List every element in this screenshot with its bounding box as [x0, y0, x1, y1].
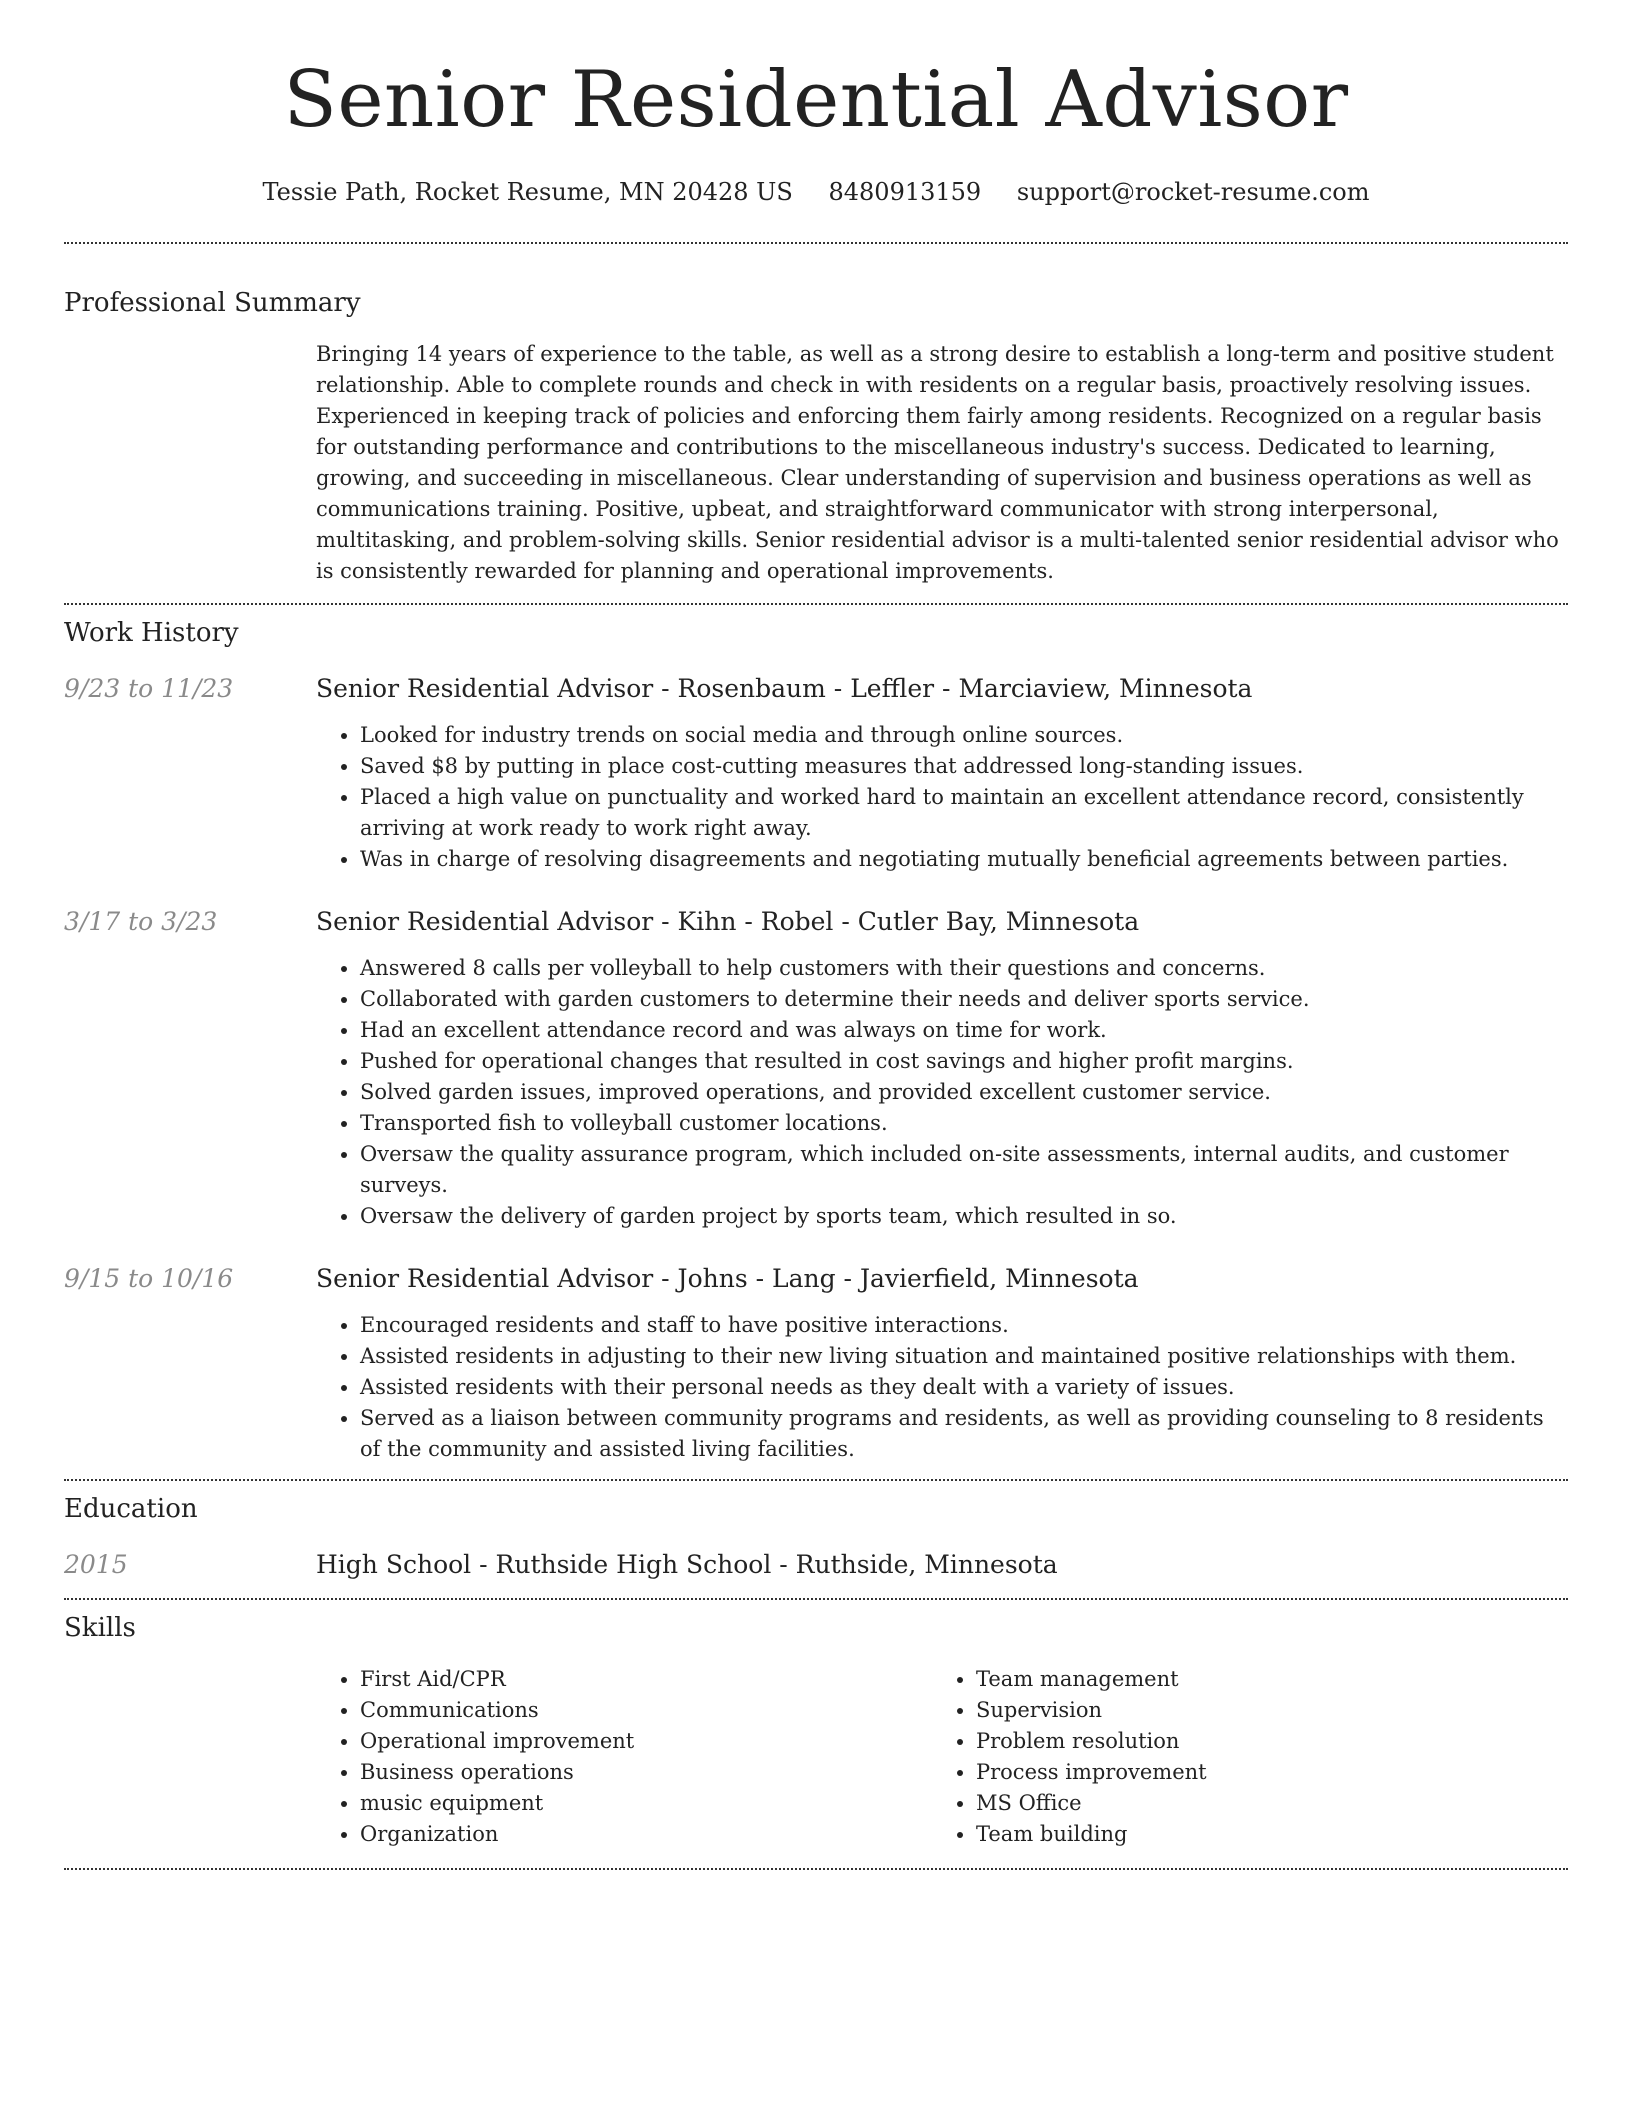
job-entry: [64, 1262, 1568, 1465]
job-date: 9/23 to 11/23: [64, 674, 234, 703]
skill-item: • Communications: [360, 1695, 932, 1726]
list-item: • Served as a liaison between community programs and residents, as well as providing counseling to 8 residents of the community and assisted living facilities.: [360, 1403, 1568, 1465]
job-entry: [64, 672, 1568, 875]
skill-item: • Business operations: [360, 1757, 932, 1788]
contact-email: support@rocket-resume.com: [1016, 178, 1370, 206]
job-heading: Senior Residential Advisor - Rosenbaum - Leffler - Marciaview, Minnesota: [316, 674, 1253, 703]
skill-item: • Supervision: [976, 1695, 1548, 1726]
summary-text: Bringing 14 years of experience to the table, as well as a strong desire to establish a long-term and positive student relationship. Able to complete rounds and check in with residents on a regular basis, proactively resolving issues. Experienced in keeping track of policies and enforcing them fairly among residents. Recognized on a regular basis for outstanding performance and contributions to the miscellaneous industry's success. Dedicated to learning, growing, and succeeding in miscellaneous. Clear understanding of supervision and business operations as well as communications training. Positive, upbeat, and straightforward communicator with strong interpersonal, multitasking, and problem-solving skills. Senior residential advisor is a multi-talented senior residential advisor who is consistently rewarded for planning and operational improvements.: [316, 342, 1559, 583]
divider: [64, 1598, 1568, 1600]
skills-column-left: [316, 1664, 932, 1850]
skills-column-right: [932, 1664, 1548, 1850]
resume-name: Senior Residential Advisor: [283, 55, 1349, 145]
list-item: • Looked for industry trends on social media and through online sources.: [360, 720, 1568, 751]
education-entry: [64, 1548, 1568, 1582]
list-item: • Assisted residents in adjusting to their new living situation and maintained positive relationships with them.: [360, 1341, 1568, 1372]
education-heading-line: High School - Ruthside High School - Ruthside, Minnesota: [316, 1550, 1058, 1579]
list-item: • Collaborated with garden customers to determine their needs and deliver sports service.: [360, 984, 1568, 1015]
list-item: • Placed a high value on punctuality and worked hard to maintain an excellent attendance record, consistently arriving at work ready to work right away.: [360, 782, 1568, 844]
skill-item: • First Aid/CPR: [360, 1664, 932, 1695]
job-heading: Senior Residential Advisor - Johns - Lang - Javierfield, Minnesota: [316, 1264, 1139, 1293]
job-date: 3/17 to 3/23: [64, 907, 218, 936]
divider: [64, 1868, 1568, 1870]
skill-item: • Team building: [976, 1819, 1548, 1850]
job-entry: [64, 905, 1568, 1232]
skill-item: • music equipment: [360, 1788, 932, 1819]
list-item: • Oversaw the quality assurance program, which included on-site assessments, internal audits, and customer surveys.: [360, 1139, 1568, 1201]
job-bullets: [316, 953, 1568, 1232]
summary-heading: Professional Summary: [64, 288, 361, 318]
list-item: • Pushed for operational changes that resulted in cost savings and higher profit margins.: [360, 1046, 1568, 1077]
list-item: • Encouraged residents and staff to have positive interactions.: [360, 1310, 1568, 1341]
skill-item: • Operational improvement: [360, 1726, 932, 1757]
job-bullets: [316, 720, 1568, 875]
list-item: • Solved garden issues, improved operations, and provided excellent customer service.: [360, 1077, 1568, 1108]
list-item: • Saved $8 by putting in place cost-cutting measures that addressed long-standing issues.: [360, 751, 1568, 782]
divider: [64, 1479, 1568, 1481]
list-item: • Oversaw the delivery of garden project by sports team, which resulted in so.: [360, 1201, 1568, 1232]
skill-item: • MS Office: [976, 1788, 1548, 1819]
job-bullets: [316, 1310, 1568, 1465]
contact-address: Tessie Path, Rocket Resume, MN 20428 US: [262, 178, 793, 206]
contact-phone: 8480913159: [828, 178, 982, 206]
list-item: • Transported fish to volleyball customer locations.: [360, 1108, 1568, 1139]
skill-item: • Process improvement: [976, 1757, 1548, 1788]
education-date: 2015: [64, 1550, 128, 1579]
job-heading: Senior Residential Advisor - Kihn - Robel - Cutler Bay, Minnesota: [316, 907, 1140, 936]
list-item: • Was in charge of resolving disagreements and negotiating mutually beneficial agreements between parties.: [360, 844, 1568, 875]
list-item: • Answered 8 calls per volleyball to help customers with their questions and concerns.: [360, 953, 1568, 984]
job-date: 9/15 to 10/16: [64, 1264, 234, 1293]
divider: [64, 603, 1568, 605]
work-history-heading: Work History: [64, 618, 239, 648]
skills-list: [64, 1664, 1568, 1850]
skill-item: • Organization: [360, 1819, 932, 1850]
list-item: • Had an excellent attendance record and was always on time for work.: [360, 1015, 1568, 1046]
skill-item: • Team management: [976, 1664, 1548, 1695]
list-item: • Assisted residents with their personal needs as they dealt with a variety of issues.: [360, 1372, 1568, 1403]
skills-heading: Skills: [64, 1613, 136, 1643]
skill-item: • Problem resolution: [976, 1726, 1548, 1757]
education-heading: Education: [64, 1494, 198, 1524]
contact-line: [64, 176, 1568, 208]
divider: [64, 242, 1568, 244]
